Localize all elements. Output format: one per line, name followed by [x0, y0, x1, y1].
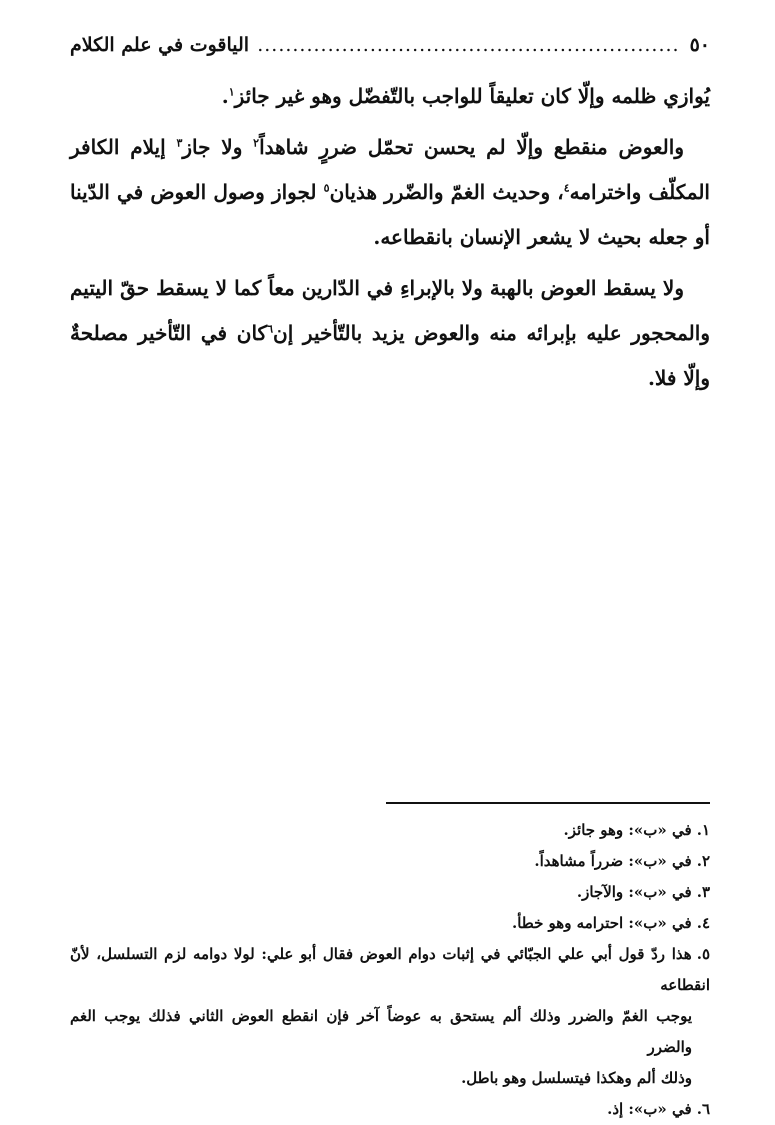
- footnote-ref-6: ٦: [267, 322, 273, 336]
- footnote-1: [70, 815, 710, 846]
- footnote-6: [70, 1094, 710, 1125]
- running-header: [70, 30, 710, 60]
- footnote-separator: [386, 802, 710, 804]
- footnote-continuation: يوجب الغمّ والضرر وذلك ألم يستحق به عوضاً آخر فإن انقطع العوض الثاني فذلك يوجب الغم والضرر: [70, 1007, 692, 1056]
- footnote-text: هذا ردّ قول أبي علي الجبّائي في إثبات دوام العوض فقال أبو علي: لولا دوامه لزم التسلسل، لأنّ انقطاعه: [70, 945, 710, 994]
- paragraph-1-text: يُوازي ظلمه وإلّا كان تعليقاً للواجب بالتّفضّل وهو غير جائز: [234, 84, 710, 108]
- paragraph-2-part-e: لجواز وصول العوض في الدّينا أو جعله بحيث لا يشعر الإنسان بانقطاعه.: [70, 180, 710, 249]
- paragraph-2-part-d: ، وحديث الغمّ والضّرر هذيان: [329, 180, 564, 204]
- paragraph-2: [70, 125, 710, 260]
- footnote-ref-5: ٥: [323, 181, 330, 195]
- book-title: الياقوت في علم الكلام: [70, 34, 250, 56]
- paragraph-1-end: .: [221, 84, 229, 108]
- footnote-ref-4: ٤: [563, 181, 570, 195]
- footnote-ref-3: ٣: [176, 136, 183, 150]
- footnote-continuation: وذلك ألم وهكذا فيتسلسل وهو باطل.: [461, 1069, 692, 1087]
- footnote-4: [70, 908, 710, 939]
- paragraph-2-part-a: والعوض منقطع وإلّا لم يحسن تحمّل ضررٍ شاهداً: [259, 135, 684, 159]
- footnotes: [70, 815, 710, 1125]
- footnote-ref-2: ٢: [253, 136, 260, 150]
- paragraph-1: [70, 74, 710, 119]
- footnote-5: [70, 939, 710, 1094]
- footnote-ref-1: ١: [228, 85, 235, 99]
- paragraph-2-part-b: ولا جاز: [182, 135, 254, 159]
- footnote-text: في «ب»: احترامه وهو خطأ.: [511, 914, 692, 932]
- footnote-text: في «ب»: والآجاز.: [576, 883, 692, 901]
- footnote-text: في «ب»: ضرراً مشاهداً.: [534, 852, 692, 870]
- footnote-2: [70, 846, 710, 877]
- footnote-number: ٤.: [696, 914, 710, 932]
- paragraph-3-part-a: ولا يسقط العوض بالهبة ولا بالإبراءِ في الدّارين معاً كما لا يسقط حقّ اليتيم والمحجور عليه بإبرائه منه والعوض يزيد بالتّأخير إن: [70, 276, 710, 345]
- footnote-text: في «ب»: إذ.: [607, 1100, 692, 1118]
- footnote-number: ٣.: [696, 883, 710, 901]
- footnote-3: [70, 877, 710, 908]
- footnote-number: ١.: [696, 821, 710, 839]
- footnote-text: في «ب»: وهو جائز.: [563, 821, 692, 839]
- paragraph-3-part-b: كان في التّأخير مصلحةٌ وإلّا فلا.: [70, 321, 710, 390]
- paragraph-3: [70, 266, 710, 401]
- footnote-number: ٥.: [696, 945, 710, 963]
- page-number: ٥٠: [689, 34, 710, 56]
- header-leader-dots: [259, 34, 680, 56]
- main-text: [70, 74, 710, 401]
- footnote-number: ٦.: [696, 1100, 710, 1118]
- footnote-number: ٢.: [696, 852, 710, 870]
- paragraph-2-part-c: إيلام الكافر المكلّف واخترامه: [70, 135, 710, 204]
